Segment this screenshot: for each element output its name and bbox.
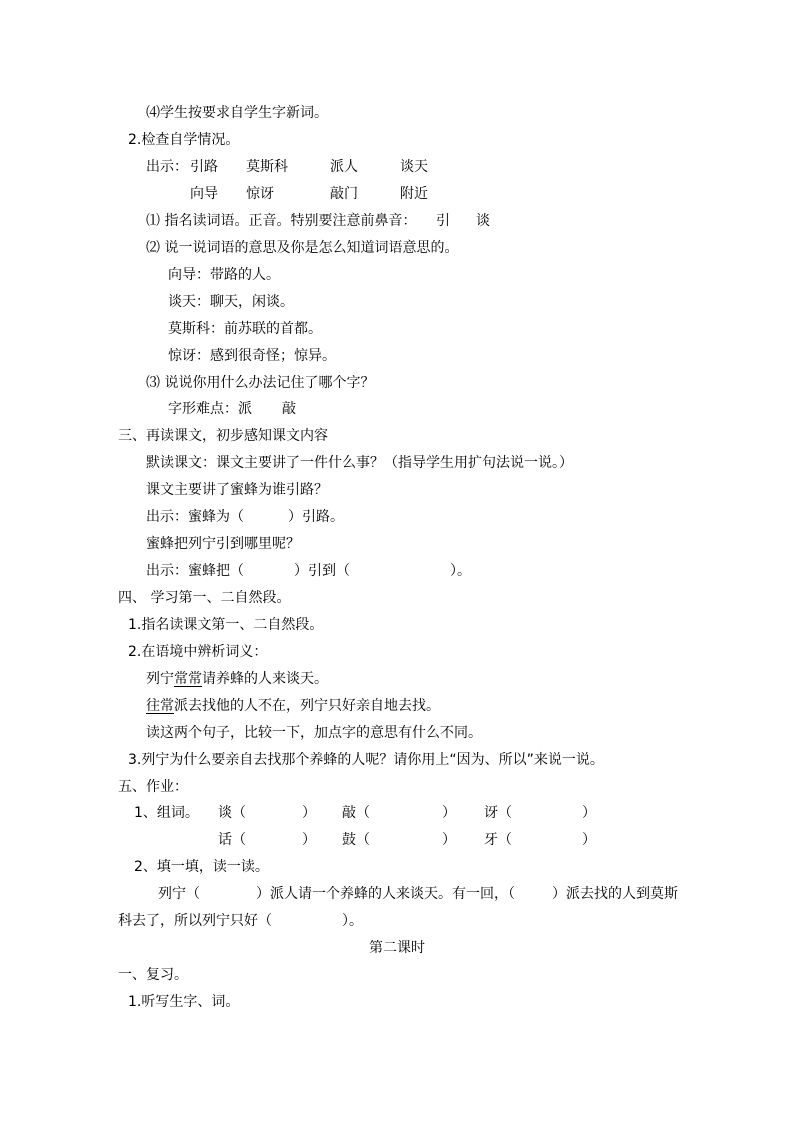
homework-q2-label: 2、填一填，读一读。	[134, 859, 269, 875]
word-item: 惊讶	[246, 186, 274, 202]
word-item: 向导	[190, 186, 218, 202]
fill-blank-middle: ）派人请一个养蜂的人来谈天。有一回，（	[256, 886, 515, 902]
question-line: 课文主要讲了蜜蜂为谁引路？	[146, 482, 328, 498]
word-item: 谈天	[400, 159, 428, 175]
section-5-heading: 五、作业：	[118, 779, 188, 795]
definition-line: 谈天：聊天，闲谈。	[168, 294, 294, 310]
word-blank: ）	[582, 832, 596, 848]
word-item: 引路	[190, 159, 218, 175]
word-blank: 讶（	[484, 805, 512, 821]
sentence-text: 列宁	[146, 671, 174, 687]
step-2-heading: 2.检查自学情况。	[128, 132, 240, 148]
difficult-chars-label: 字形难点：派	[168, 401, 252, 417]
example-sentence	[146, 697, 440, 715]
fill-blank-prefix: 出示：蜜蜂为（	[146, 509, 244, 525]
review-step-1: 1.听写生字、词。	[128, 994, 240, 1010]
word-item: 派人	[330, 159, 358, 175]
fill-blank-prefix: 列宁（	[158, 886, 200, 902]
word-blank: 话（	[218, 832, 246, 848]
fill-blank-prefix: 科去了，所以列宁只好（	[118, 913, 272, 929]
fill-blank-suffix: ）派去找的人到莫斯	[552, 886, 678, 902]
word-item: 莫斯科	[246, 159, 288, 175]
fill-blank-suffix: ）。	[342, 913, 363, 929]
word-blank: 敲（	[342, 805, 370, 821]
word-blank: 谈（	[218, 805, 246, 821]
word-blank: 牙（	[484, 832, 512, 848]
word-blank: 鼓（	[342, 832, 370, 848]
question-line: 蜜蜂把列宁引到哪里呢？	[146, 536, 300, 552]
word-blank: ）	[302, 832, 316, 848]
section-4-heading: 四、 学习第一、二自然段。	[118, 590, 291, 606]
sentence-text: 派去找他的人不在，列宁只好亲自地去找。	[174, 698, 440, 714]
homework-q1-label: 1、组词。	[134, 805, 199, 821]
dotted-word: 常常	[174, 671, 202, 687]
fill-blank-suffix: ）。	[450, 563, 471, 579]
lesson-2-title: 第二课时	[369, 940, 425, 956]
definition-line: 向导：带路的人。	[168, 267, 280, 283]
sub-step-3-text: ⑶ 说说你用什么办法记住了哪个字？	[146, 375, 375, 391]
step-1-text: 1.指名读课文第一、二自然段。	[128, 617, 324, 633]
fill-blank-middle: ）引到（	[294, 563, 350, 579]
nasal-char: 谈	[476, 213, 490, 229]
sub-step-2-text: ⑵ 说一说词语的意思及你是怎么知道词语意思的。	[146, 240, 459, 256]
sub-step-1-text: ⑴ 指名读词语。正音。特别要注意前鼻音：	[146, 213, 417, 229]
word-blank: ）	[302, 805, 316, 821]
word-item: 附近	[400, 186, 428, 202]
review-heading: 一、复习。	[118, 967, 188, 983]
word-blank: ）	[582, 805, 596, 821]
word-table-label: 出示：	[146, 159, 188, 175]
definition-line: 惊讶：感到很奇怪；惊异。	[168, 348, 336, 364]
step-2-text: 2.在语境中辨析词义：	[128, 644, 268, 660]
nasal-char: 引	[436, 213, 450, 229]
step-4-text: ⑷学生按要求自学生字新词。	[146, 105, 328, 121]
instruction-line: 读这两个句子，比较一下，加点字的意思有什么不同。	[146, 725, 482, 741]
sentence-text: 请养蜂的人来谈天。	[202, 671, 328, 687]
instruction-line: 默读课文：课文主要讲了一件什么事？（指导学生用扩句法说一说。）	[146, 455, 573, 471]
step-3-text: 3.列宁为什么要亲自去找那个养蜂的人呢？请你用上“因为、所以”来说一说。	[128, 752, 604, 768]
word-blank: ）	[442, 832, 456, 848]
difficult-char: 敲	[282, 401, 296, 417]
dotted-word: 往常	[146, 698, 174, 714]
fill-blank-suffix: ）引路。	[288, 509, 344, 525]
word-item: 敲门	[330, 186, 358, 202]
word-blank: ）	[442, 805, 456, 821]
example-sentence	[146, 670, 328, 688]
section-3-heading: 三、再读课文，初步感知课文内容	[118, 428, 328, 444]
definition-line: 莫斯科：前苏联的首都。	[168, 321, 322, 337]
fill-blank-prefix: 出示：蜜蜂把（	[146, 563, 244, 579]
